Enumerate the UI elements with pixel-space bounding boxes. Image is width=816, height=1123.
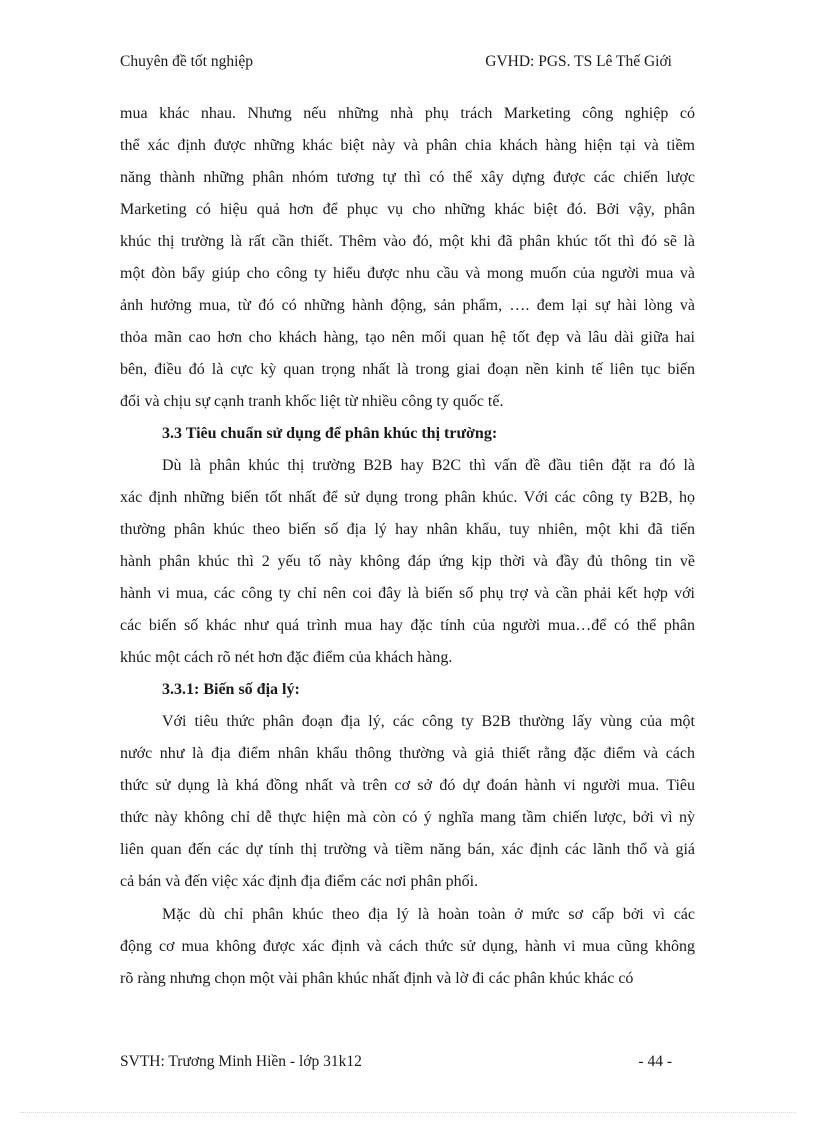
paragraph-line: đổi và chịu sự cạnh tranh khốc liệt từ nhiều công ty quốc tế. xyxy=(120,393,504,410)
paragraph-line: thể xác định được những khác biệt này và phân chia khách hàng hiện tại và tiềm xyxy=(120,137,695,154)
paragraph-line: động cơ mua không được xác định và cách thức sử dụng, hành vi mua cũng không xyxy=(120,938,695,955)
paragraph-line: hành phân khúc thì 2 yếu tố này không đáp ứng kịp thời và đầy đủ thông tin về xyxy=(120,553,695,570)
paragraph-line: các biến số khác như quá trình mua hay đặc tính của người mua…để có thể phân xyxy=(120,617,695,634)
paragraph-line: thỏa mãn cao hơn cho khách hàng, tạo nên mối quan hệ tốt đẹp và lâu dài giữa hai xyxy=(120,329,695,346)
header-title: Chuyên đề tốt nghiệp xyxy=(120,53,254,70)
paragraph-line: ảnh hưởng mua, từ đó có những hành động, sản phẩm, …. đem lại sự hài lòng và xyxy=(120,297,695,314)
section-heading-3-3: 3.3 Tiêu chuẩn sử dụng để phân khúc thị trường: xyxy=(162,425,498,442)
paragraph-line: mua khác nhau. Nhưng nếu những nhà phụ trách Marketing công nghiệp có xyxy=(120,105,695,122)
paragraph-line: nước như là địa điểm nhân khẩu thông thường và giả thiết rằng đặc điểm và cách xyxy=(120,745,695,762)
paragraph-line: cả bán và đến việc xác định địa điểm các nơi phân phối. xyxy=(120,873,479,890)
footer-student: SVTH: Trương Minh Hiền - lớp 31k12 xyxy=(120,1053,362,1070)
page-number: - 44 - xyxy=(638,1053,672,1070)
section-heading-3-3-1: 3.3.1: Biến số địa lý: xyxy=(162,681,300,698)
page-bottom-divider xyxy=(20,1112,796,1113)
paragraph-line: năng thành những phân nhóm tương tự thì có thể xây dựng được các chiến lược xyxy=(120,169,695,186)
body-text xyxy=(120,98,695,995)
paragraph-line: khúc thị trường là rất cần thiết. Thêm vào đó, một khi đã phân khúc tốt thì đó sẽ là xyxy=(120,233,695,250)
paragraph-line: khúc một cách rõ nét hơn đặc điểm của khách hàng. xyxy=(120,649,453,666)
paragraph-line: thường phân khúc theo biến số địa lý hay nhân khẩu, tuy nhiên, một khi đã tiến xyxy=(120,521,695,538)
paragraph-line: Marketing có hiệu quả hơn để phục vụ cho những khác biệt đó. Bởi vậy, phân xyxy=(120,201,695,218)
paragraph-line: xác định những biến tốt nhất để sử dụng trong phân khúc. Với các công ty B2B, họ xyxy=(120,489,695,506)
paragraph-line: thức này không chỉ dễ thực hiện mà còn có ý nghĩa mang tầm chiến lược, bởi vì nỳ xyxy=(120,809,695,826)
page-header xyxy=(120,53,672,73)
paragraph-line: hành vi mua, các công ty chỉ nên coi đây là biến số phụ trợ và cần phải kết hợp với xyxy=(120,585,695,602)
page-footer xyxy=(120,1053,672,1073)
paragraph-line: Dù là phân khúc thị trường B2B hay B2C thì vấn đề đầu tiên đặt ra đó là xyxy=(162,457,695,474)
paragraph-line: rõ ràng nhưng chọn một vài phân khúc nhất định và lờ đi các phân khúc khác có xyxy=(120,970,634,987)
paragraph-line: Với tiêu thức phân đoạn địa lý, các công ty B2B thường lấy vùng của một xyxy=(162,713,695,730)
paragraph-line: một đòn bẩy giúp cho công ty hiểu được nhu cầu và mong muốn của người mua và xyxy=(120,265,695,282)
paragraph-line: liên quan đến các dự tính thị trường và tiềm năng bán, xác định các lãnh thổ và giá xyxy=(120,841,695,858)
paragraph-line: Mặc dù chỉ phân khúc theo địa lý là hoàn toàn ở mức sơ cấp bởi vì các xyxy=(162,906,695,923)
paragraph-line: bên, điều đó là cực kỳ quan trọng nhất là trong giai đoạn nền kinh tế liên tục biến xyxy=(120,361,695,378)
paragraph-line: thức sử dụng là khá đồng nhất và trên cơ sở đó dự đoán hành vi người mua. Tiêu xyxy=(120,777,695,794)
header-advisor: GVHD: PGS. TS Lê Thế Giới xyxy=(485,53,672,70)
